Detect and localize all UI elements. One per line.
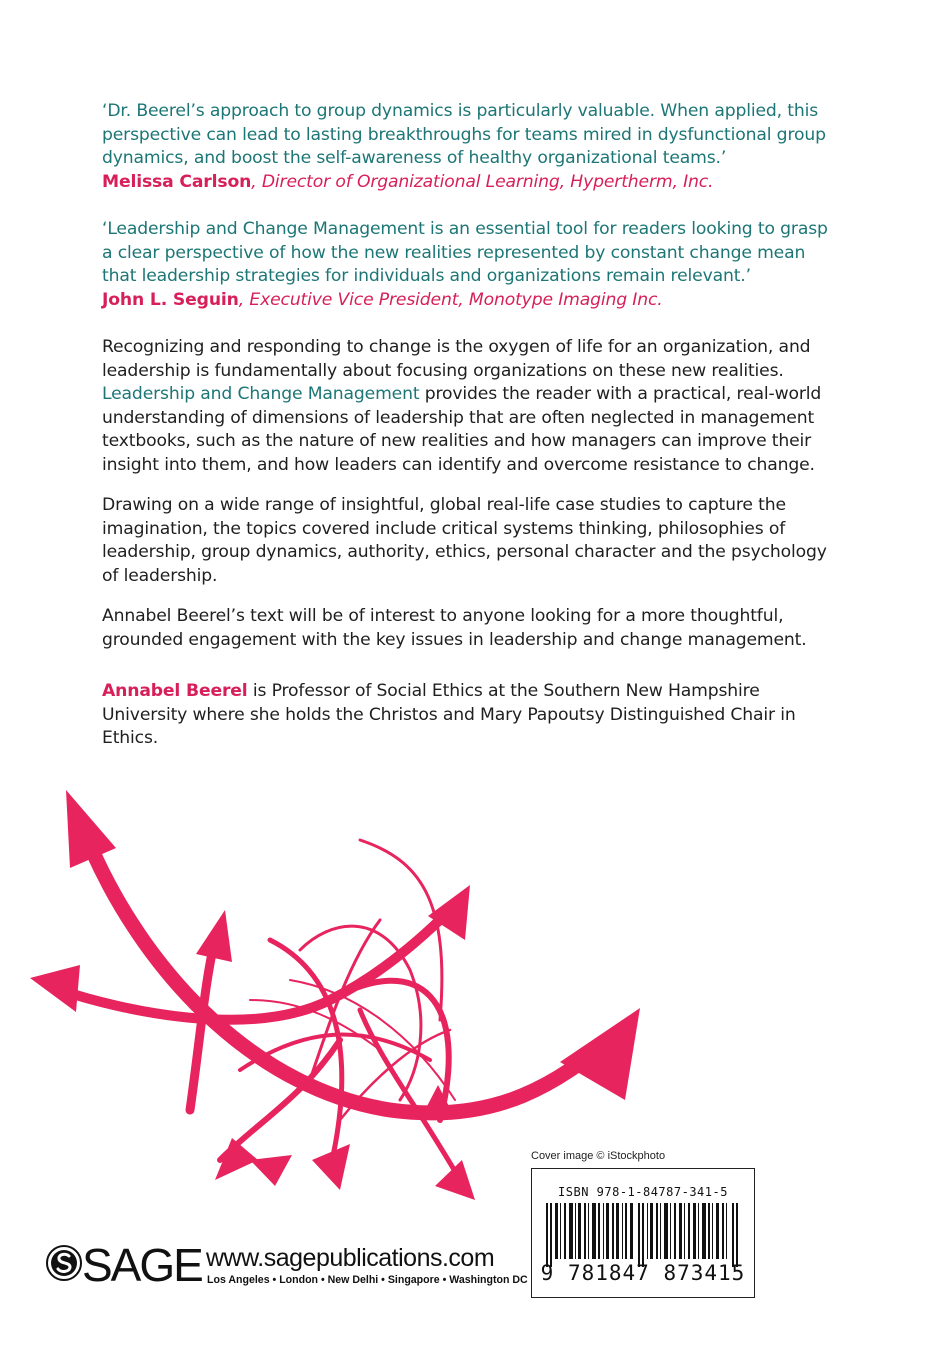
isbn-barcode bbox=[531, 1168, 755, 1298]
quote-author: Melissa Carlson bbox=[102, 171, 252, 192]
author-bio-text: is Professor of Social Ethics at the Southern New Hampshire University where she holds the Christos and Mary Papoutsy Distinguished Chair in Ethics. bbox=[102, 681, 796, 748]
quote-author: John L. Seguin bbox=[102, 289, 239, 310]
sage-logo-icon bbox=[46, 1240, 82, 1286]
endorsement-quote-1 bbox=[102, 100, 842, 194]
book-title: Leadership and Change Management bbox=[102, 384, 420, 404]
isbn-number: ISBN 978-1-84787-341-5 bbox=[558, 1185, 728, 1199]
publisher-cities: Los Angeles • London • New Delhi • Singapore • Washington DC bbox=[207, 1274, 528, 1286]
publisher-website[interactable]: www.sagepublications.com bbox=[206, 1244, 495, 1272]
cover-image-credit: Cover image © iStockphoto bbox=[531, 1150, 666, 1162]
endorsement-quote-2 bbox=[102, 218, 842, 312]
ean-digits: 9 781847 873415 bbox=[540, 1261, 746, 1285]
paragraph-text: Recognizing and responding to change is the oxygen of life for an organization, and leadership is fundamentally about focusing organizations on these new realities. bbox=[102, 337, 811, 381]
paragraph-text: provides the reader with a practical, real-world understanding of dimensions of leadership that are often neglected in management textbooks, such as the nature of new realities and how managers can improve their insight into them, and how leaders can identify and overcome resistance to change. bbox=[102, 384, 822, 475]
quote-author-role: , Director of Organizational Learning, Hypertherm, Inc. bbox=[251, 171, 714, 192]
description-paragraph-3 bbox=[102, 605, 842, 652]
author-name: Annabel Beerel bbox=[102, 681, 248, 701]
quote-text: ‘Dr. Beerel’s approach to group dynamics is particularly valuable. When applied, this perspective can lead to lasting breakthroughs for teams mired in dysfunctional group dynamics, and boost the self-awareness of healthy organizational teams.’ bbox=[102, 101, 826, 168]
paragraph-text: Drawing on a wide range of insightful, global real-life case studies to capture the imagination, the topics covered include critical systems thinking, philosophies of leadership, group dynamics, authority, ethics, personal character and the psychology of leadership. bbox=[102, 495, 827, 586]
arrows-illustration bbox=[0, 740, 946, 1260]
description-paragraph-2 bbox=[102, 494, 842, 588]
quote-author-role: , Executive Vice President, Monotype Imaging Inc. bbox=[238, 289, 663, 310]
quote-text: ‘Leadership and Change Management is an essential tool for readers looking to grasp a clear perspective of how the new realities represented by constant change mean that leadership strategies for individuals and organizations remain relevant.’ bbox=[102, 219, 828, 286]
paragraph-text: Annabel Beerel’s text will be of interest to anyone looking for a more thoughtful, grounded engagement with the key issues in leadership and change management. bbox=[102, 606, 807, 650]
publisher-name: SAGE bbox=[82, 1239, 202, 1291]
barcode-bars bbox=[546, 1203, 740, 1267]
description-paragraph-1 bbox=[102, 336, 842, 477]
